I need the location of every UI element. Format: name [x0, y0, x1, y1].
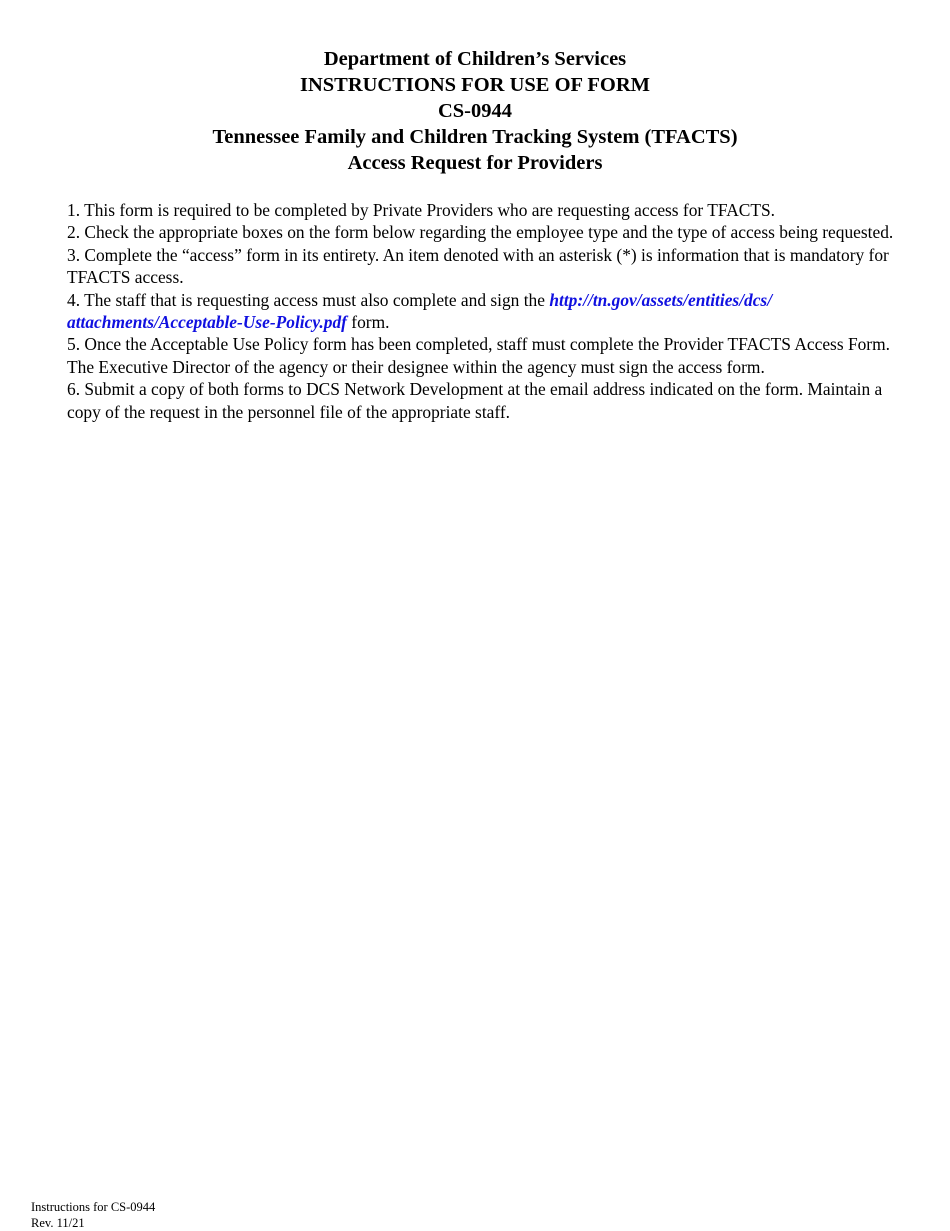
- acceptable-use-policy-link-part1[interactable]: http://tn.gov/assets/entities/dcs/: [549, 289, 773, 310]
- department-title: Department of Children’s Services: [323, 48, 627, 70]
- acceptable-use-policy-link-part2[interactable]: attachments/Acceptable-Use-Policy.pdf: [67, 312, 347, 333]
- footer-revision: Rev. 11/21: [31, 1216, 85, 1230]
- instruction-item-4: [67, 289, 907, 334]
- instructions-title: INSTRUCTIONS FOR USE OF FORM: [299, 74, 651, 96]
- footer-form-reference: Instructions for CS-0944: [31, 1200, 156, 1214]
- document-footer: [31, 1199, 155, 1231]
- instructions-list: [67, 199, 907, 423]
- form-subtitle: Access Request for Providers: [347, 152, 603, 174]
- instruction-item-4-end: form.: [346, 312, 390, 333]
- document-header: [0, 46, 950, 176]
- instruction-item-3: 3. Complete the “access” form in its entirety. An item denoted with an asterisk (*) is information that is mandatory for TFACTS access.: [67, 244, 889, 288]
- instruction-item-4-text: 4. The staff that is requesting access must also complete and sign the: [67, 289, 550, 310]
- system-title: Tennessee Family and Children Tracking System (TFACTS): [212, 126, 738, 148]
- instruction-item-1: 1. This form is required to be completed by Private Providers who are requesting access for TFACTS.: [67, 200, 776, 220]
- form-number: CS-0944: [437, 100, 513, 122]
- instruction-item-6: 6. Submit a copy of both forms to DCS Network Development at the email address indicated on the form. Maintain a copy of the request in the personnel file of the appropriate staff.: [67, 379, 883, 422]
- instruction-item-5: 5. Once the Acceptable Use Policy form has been completed, staff must complete the Provider TFACTS Access Form. The Executive Director of the agency or their designee within the agency must sign the access form.: [67, 334, 890, 377]
- instruction-item-2: 2. Check the appropriate boxes on the form below regarding the employee type and the type of access being requested.: [67, 222, 894, 243]
